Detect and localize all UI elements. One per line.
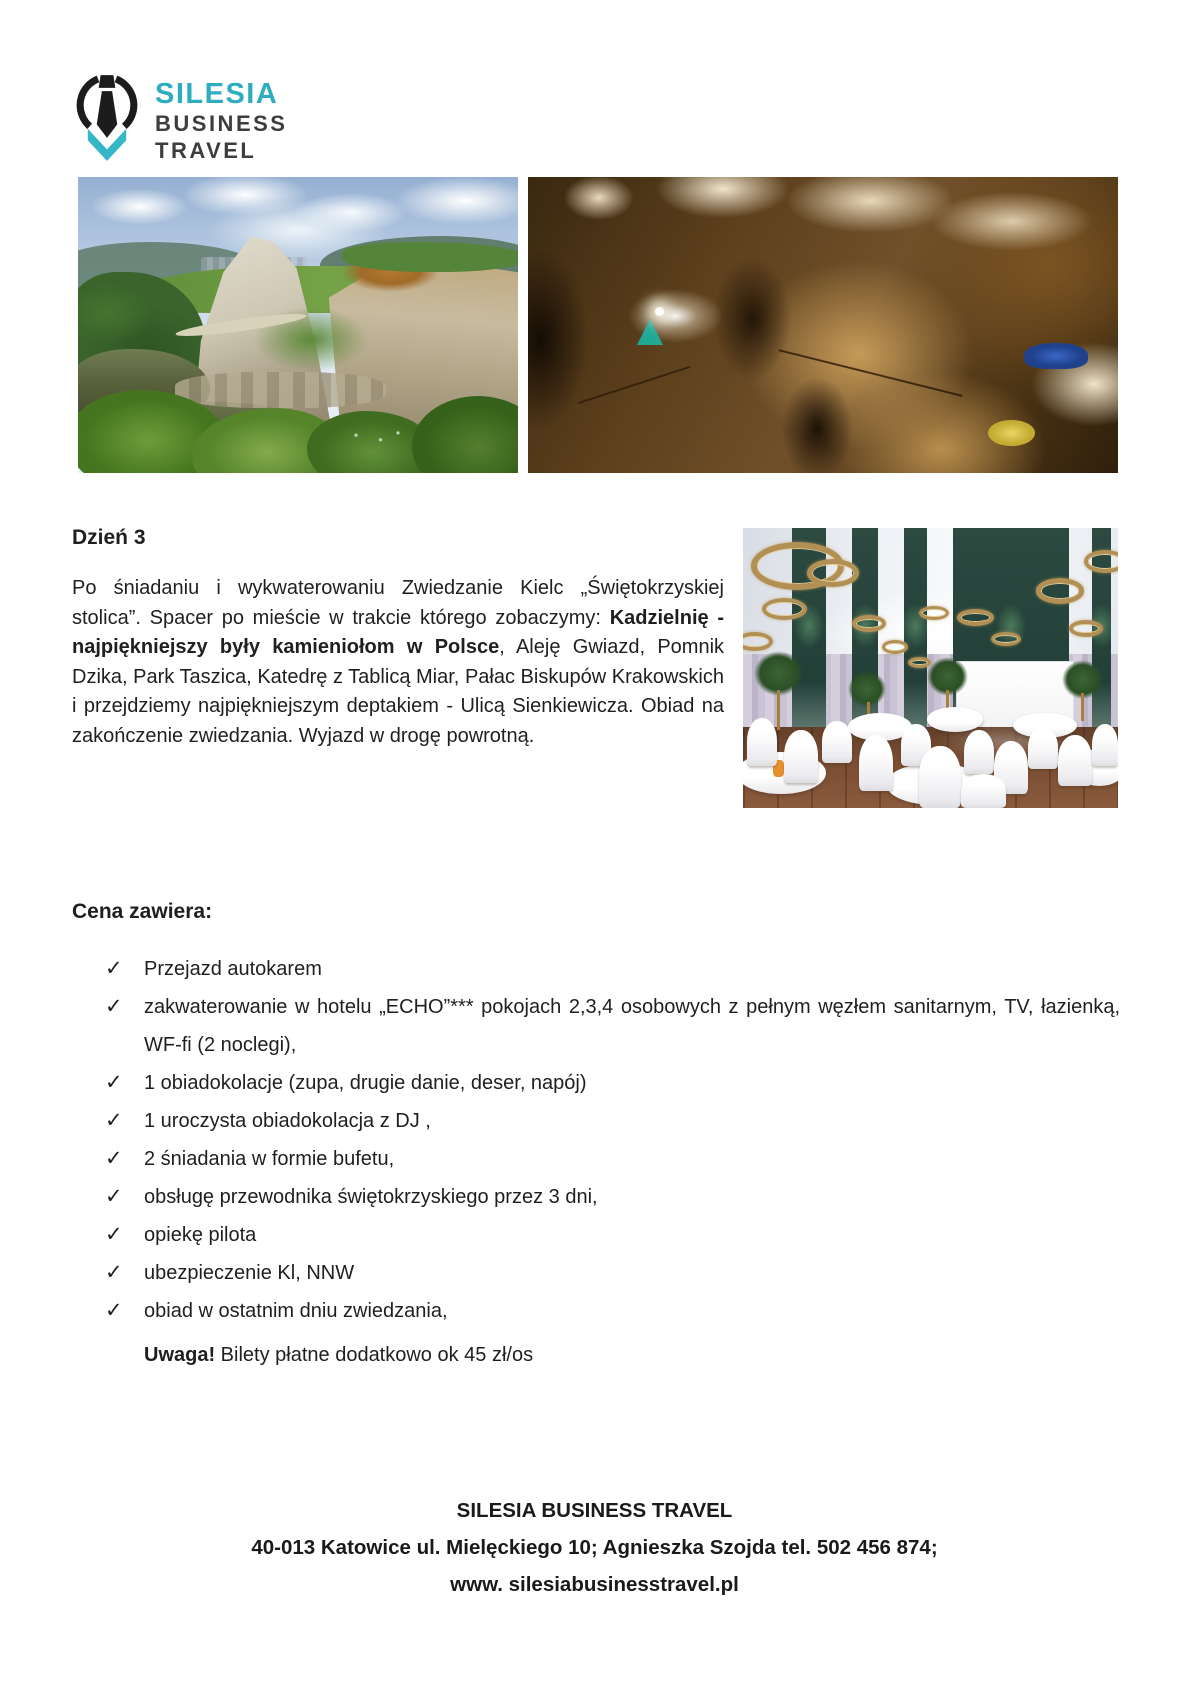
extra-fee-note [144,1344,533,1367]
price-list-item [72,1216,1120,1254]
chair-shape [919,746,960,808]
chair-shape [784,730,818,783]
checkmark-icon: ✓ [105,1109,123,1132]
chandelier-ring [1036,578,1085,603]
checkmark-icon: ✓ [105,1223,123,1246]
silesia-logo-icon [75,70,139,166]
footer-company-name: SILESIA BUSINESS TRAVEL [456,1499,733,1522]
price-item-text: obsługę przewodnika świętokrzyskiego przez 3 dni, [144,1186,598,1208]
price-item-text: 2 śniadania w formie bufetu, [144,1148,395,1170]
chair-shape [1028,727,1058,769]
cave-interior-photo [528,177,1118,473]
chandelier-ring [908,657,931,668]
checkmark-icon: ✓ [105,1071,123,1094]
day3-paragraph [72,574,724,751]
checkmark-icon: ✓ [105,1261,123,1284]
price-list-item [72,988,1120,1064]
plant-stand-shape [777,690,780,729]
price-item-text: Przejazd autokarem [144,958,322,980]
price-list-item [72,1292,1120,1330]
checkmark-icon: ✓ [105,1147,123,1170]
price-list-item [72,950,1120,988]
checkmark-icon: ✓ [105,995,123,1018]
document-footer [0,1492,1189,1603]
kadzielnia-quarry-photo [78,177,518,473]
day3-section [72,526,724,751]
yellow-object-shape [988,420,1035,447]
chair-shape [1058,735,1092,785]
day3-text-bold: Kadzielnię - najpiękniejszy były kamieniołom w Polsce [72,606,724,658]
chair-shape [859,735,893,791]
price-section [72,900,1120,1330]
chair-shape [1092,724,1118,766]
logo [75,70,287,166]
price-item-text: ubezpieczenie Kl, NNW [144,1262,355,1284]
price-item-text: zakwaterowanie w hotelu „ECHO”*** pokojach 2,3,4 osobowych z pełnym węzłem sanitarnym, TV, łazienką, WF-fi (2 noclegi), [144,996,1120,1056]
day3-text-1: Po śniadaniu i wykwaterowaniu Zwiedzanie Kielc „Świętokrzyskiej stolica”. Spacer po mieście w trakcie którego zobaczymy: [72,577,724,629]
footer-website: www. silesiabusinesstravel.pl [450,1573,739,1596]
price-item-text: 1 uroczysta obiadokolacja z DJ , [144,1110,431,1132]
price-heading: Cena zawiera: [72,900,213,923]
rail-shape [778,350,962,398]
note-text: Bilety płatne dodatkowo ok 45 zł/os [215,1344,534,1366]
chair-shape [964,730,994,775]
flowers-shape [342,426,412,450]
footer-address: 40-013 Katowice ul. Mielęckiego 10; Agnieszka Szojda tel. 502 456 874; [251,1536,938,1559]
chair-shape [961,774,1006,808]
day3-heading: Dzień 3 [72,526,146,549]
logo-brand-line3: TRAVEL [155,138,257,163]
price-list-item [72,1254,1120,1292]
price-list-item [72,1140,1120,1178]
price-item-text: opiekę pilota [144,1224,257,1246]
price-item-text: obiad w ostatnim dniu zwiedzania, [144,1300,448,1322]
logo-brand-line2: BUSINESS [155,111,288,136]
day3-text-2: , Aleję Gwiazd, Pomnik Dzika, Park Taszica, Katedrę z Tablicą Miar, Pałac Biskupów Krakowskich i przejdziemy najpiękniejszym deptakiem - Ulicą Sienkiewicza. Obiad na zakończenie zwiedzania. Wyjazd w drogę powrotną. [72,636,725,747]
price-list-item [72,1178,1120,1216]
banquet-hall-photo [743,528,1118,808]
plant-shape [754,651,803,696]
chair-shape [747,718,777,766]
plant-stand-shape [1081,693,1084,721]
rocks-shape [175,372,386,408]
grass-shape [342,242,518,272]
price-list-item [72,1102,1120,1140]
checkmark-icon: ✓ [105,957,123,980]
chandelier-ring [1084,550,1118,572]
chandelier-ring [957,609,995,626]
price-item-text: 1 obiadokolacje (zupa, drugie danie, deser, napój) [144,1072,587,1094]
caver-shape [637,319,663,345]
checkmark-icon: ✓ [105,1185,123,1208]
logo-text [155,78,287,164]
price-list-item [72,1064,1120,1102]
blue-object-shape [1024,343,1089,370]
logo-brand-name: SILESIA [155,78,279,110]
chandelier-ring [991,632,1021,646]
price-list [72,950,1120,1330]
chandelier-ring [807,559,860,587]
note-bold: Uwaga! [144,1344,216,1366]
chair-shape [822,721,852,763]
checkmark-icon: ✓ [105,1299,123,1322]
chandelier-ring [882,640,908,654]
rail-shape [578,366,691,404]
chandelier-ring [852,615,886,632]
